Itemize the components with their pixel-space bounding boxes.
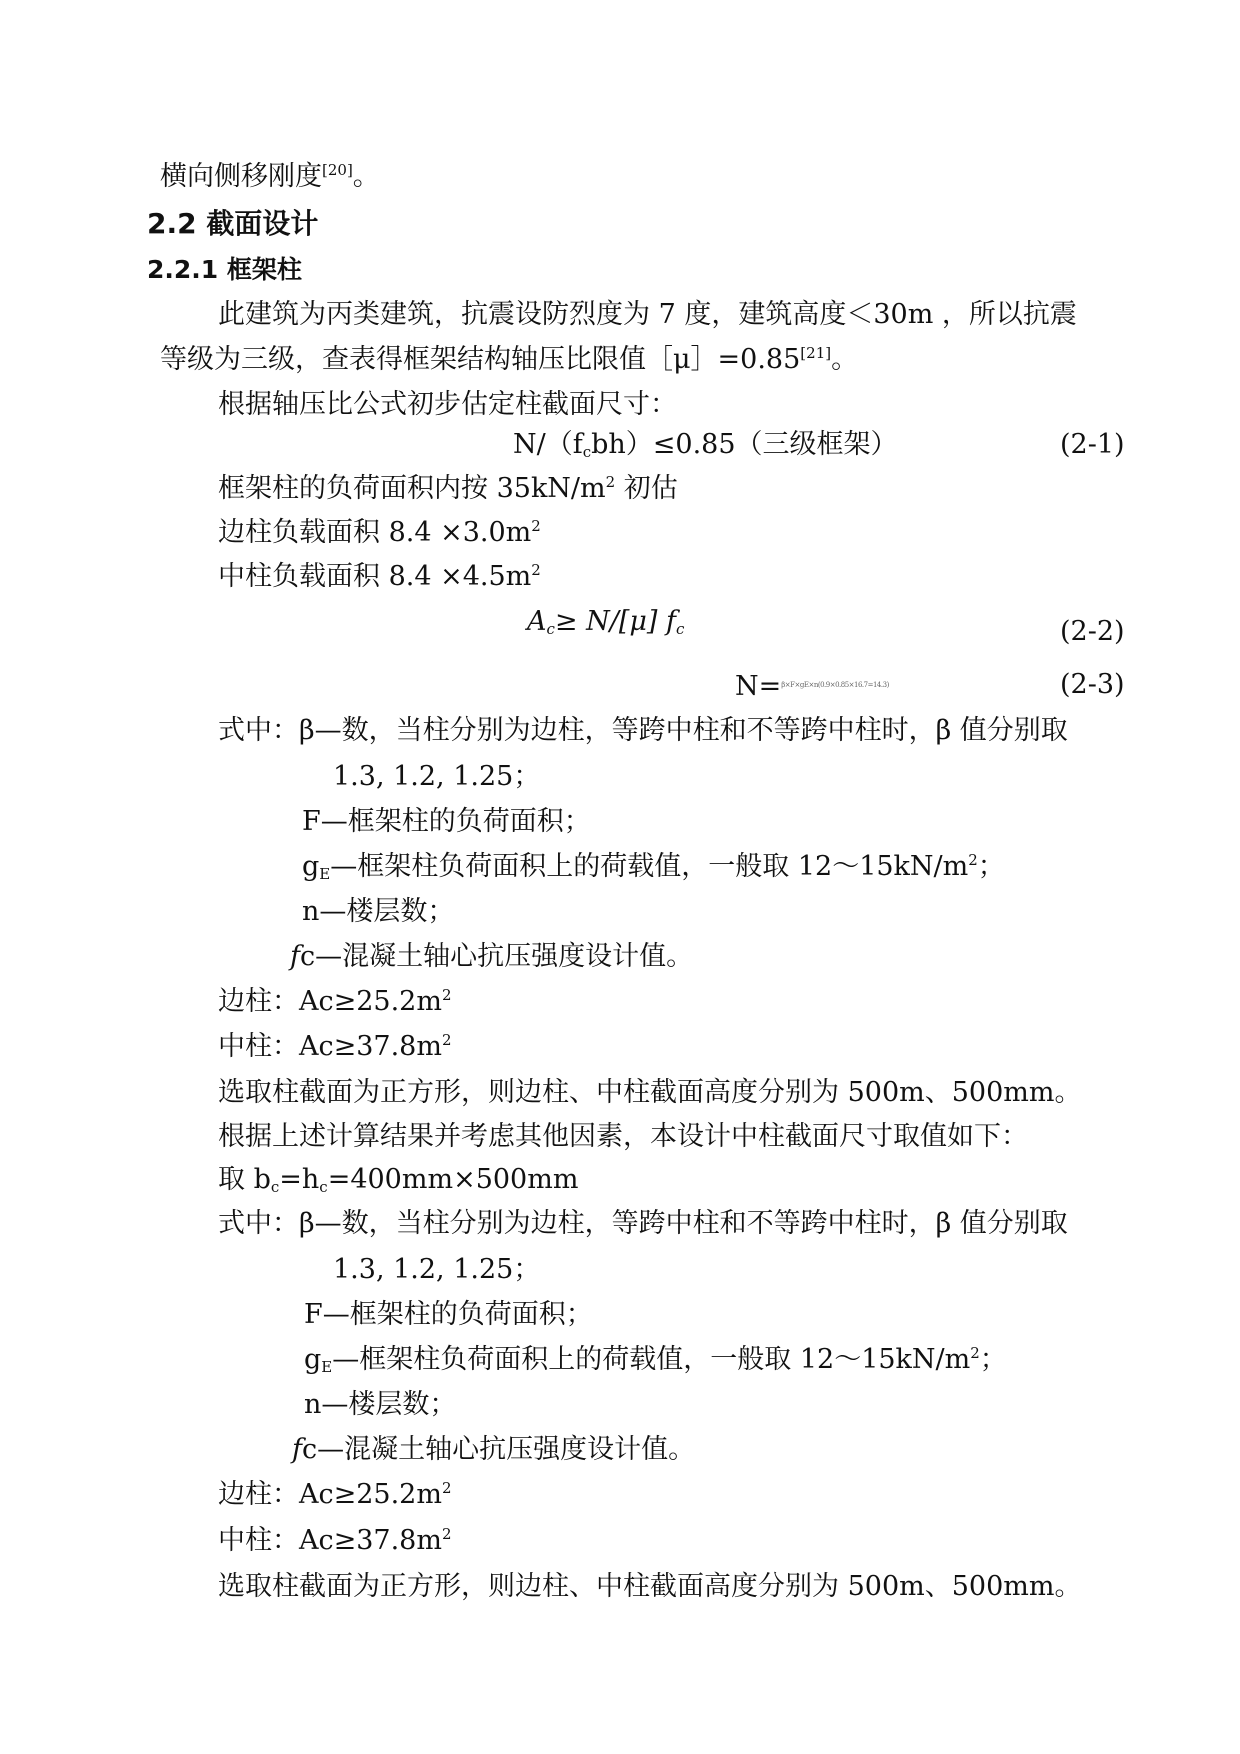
load-line-sup: 2	[605, 473, 616, 491]
take-h-sub: c	[319, 1178, 328, 1196]
intro-end: 。	[352, 161, 380, 192]
section-title: 2.2 截面设计	[147, 207, 319, 240]
def-g-end: ；	[977, 851, 1005, 882]
def-F-1: F—框架柱的负荷面积；	[302, 806, 591, 837]
take-mid: =h	[279, 1164, 320, 1195]
def-fc-post: c—混凝土轴心抗压强度设计值。	[302, 1434, 696, 1465]
def-g-2	[304, 1343, 1007, 1377]
eq3-pre: N=	[735, 671, 782, 702]
citation-21: [21]	[800, 344, 832, 362]
def-g-pre: g	[302, 851, 320, 882]
def-fc-post: c—混凝土轴心抗压强度设计值。	[300, 941, 694, 972]
equation-number-2-1: (2-1)	[1060, 429, 1125, 460]
def-g-pre: g	[304, 1344, 322, 1375]
where-vals-2: 1.3, 1.2, 1.25；	[333, 1254, 541, 1285]
select-line-1: 选取柱截面为正方形，则边柱、中柱截面高度分别为 500m、500mm。	[218, 1077, 1082, 1108]
mid-ac-sup: 2	[441, 1525, 452, 1543]
edge-ac-text: 边柱：Ac≥25.2m	[218, 986, 442, 1017]
def-g-post: —框架柱负荷面积上的荷载值，一般取 12～15kN/m	[330, 851, 969, 882]
mid-ac-1	[218, 1030, 452, 1064]
eq2-a-sub: c	[546, 620, 555, 638]
para1-line1: 此建筑为丙类建筑，抗震设防烈度为 7 度，建筑高度＜30m ，所以抗震	[218, 299, 1077, 330]
equation-2-3	[735, 668, 889, 704]
subsection-title: 2.2.1 框架柱	[147, 255, 302, 284]
load-line-post: 初估	[615, 473, 678, 504]
edge-ac-text: 边柱：Ac≥25.2m	[218, 1479, 442, 1510]
load-line	[218, 472, 678, 506]
equation-number-2-3: (2-3)	[1060, 669, 1125, 700]
edge-area-text: 边柱负载面积 8.4 ×3.0m	[218, 517, 532, 548]
edge-ac-sup: 2	[441, 986, 452, 1004]
edge-ac-sup: 2	[441, 1479, 452, 1497]
mid-ac-text: 中柱：Ac≥37.8m	[218, 1525, 442, 1556]
def-fc-f: f	[292, 1434, 302, 1465]
eq3-tiny-formula: β×F×gE×n(0.9×0.85×16.7=14.3)	[781, 681, 889, 689]
consider-line: 根据上述计算结果并考虑其他因素，本设计中柱截面尺寸取值如下：	[218, 1121, 1028, 1152]
para2: 根据轴压比公式初步估定柱截面尺寸：	[218, 389, 677, 420]
def-g-post: —框架柱负荷面积上的荷载值，一般取 12～15kN/m	[332, 1344, 971, 1375]
mid-ac-text: 中柱：Ac≥37.8m	[218, 1031, 442, 1062]
edge-area-sup: 2	[531, 517, 541, 535]
def-fc-2	[292, 1433, 695, 1467]
load-line-pre: 框架柱的负荷面积内按 35kN/m	[218, 473, 606, 504]
select-line-2: 选取柱截面为正方形，则边柱、中柱截面高度分别为 500m、500mm。	[218, 1571, 1082, 1602]
intro-tail-text: 横向侧移刚度	[160, 161, 322, 192]
para1-end: 。	[831, 344, 859, 375]
intro-tail-line	[160, 160, 380, 194]
edge-ac-1	[218, 985, 452, 1019]
def-g-sub: E	[321, 1358, 333, 1376]
def-g-sub: E	[319, 865, 331, 883]
def-g-1	[302, 850, 1005, 884]
equation-number-2-2: (2-2)	[1060, 616, 1125, 647]
take-line	[218, 1163, 578, 1197]
where-vals-1: 1.3, 1.2, 1.25；	[333, 761, 541, 792]
take-b-sub: c	[270, 1178, 280, 1196]
take-pre: 取 b	[218, 1164, 271, 1195]
def-n-1: n—楼层数；	[302, 896, 455, 927]
def-F-2: F—框架柱的负荷面积；	[304, 1299, 593, 1330]
where-line-1: 式中：β—数，当柱分别为边柱，等跨中柱和不等跨中柱时，β 值分别取	[218, 715, 1068, 746]
para1-line2-text: 等级为三级，查表得框架结构轴压比限值［μ］=0.85	[160, 344, 801, 375]
eq2-mid: ≥ N/[μ] f	[554, 606, 677, 637]
def-n-2: n—楼层数；	[304, 1389, 457, 1420]
mid-area-line	[218, 560, 541, 594]
def-g-end: ；	[979, 1344, 1007, 1375]
def-g-sup: 2	[970, 1344, 980, 1362]
def-g-sup: 2	[968, 851, 978, 869]
eq1-sub: c	[582, 443, 592, 461]
mid-area-text: 中柱负载面积 8.4 ×4.5m	[218, 561, 532, 592]
mid-ac-sup: 2	[441, 1031, 452, 1049]
eq2-a: A	[527, 606, 547, 637]
eq1-pre: N/（f	[513, 429, 583, 460]
equation-2-2	[527, 605, 684, 639]
equation-2-1	[513, 428, 898, 462]
eq1-post: bh）≤0.85（三级框架）	[591, 429, 898, 460]
def-fc-f: f	[290, 941, 300, 972]
where-line-2: 式中：β—数，当柱分别为边柱，等跨中柱和不等跨中柱时，β 值分别取	[218, 1208, 1068, 1239]
edge-ac-2	[218, 1478, 452, 1512]
edge-area-line	[218, 516, 541, 550]
eq2-f-sub: c	[676, 620, 685, 638]
mid-area-sup: 2	[531, 561, 541, 579]
take-post: =400mm×500mm	[327, 1164, 579, 1195]
def-fc-1	[290, 940, 693, 974]
mid-ac-2	[218, 1524, 452, 1558]
para1-line2	[160, 343, 858, 377]
citation-20: [20]	[322, 161, 353, 179]
